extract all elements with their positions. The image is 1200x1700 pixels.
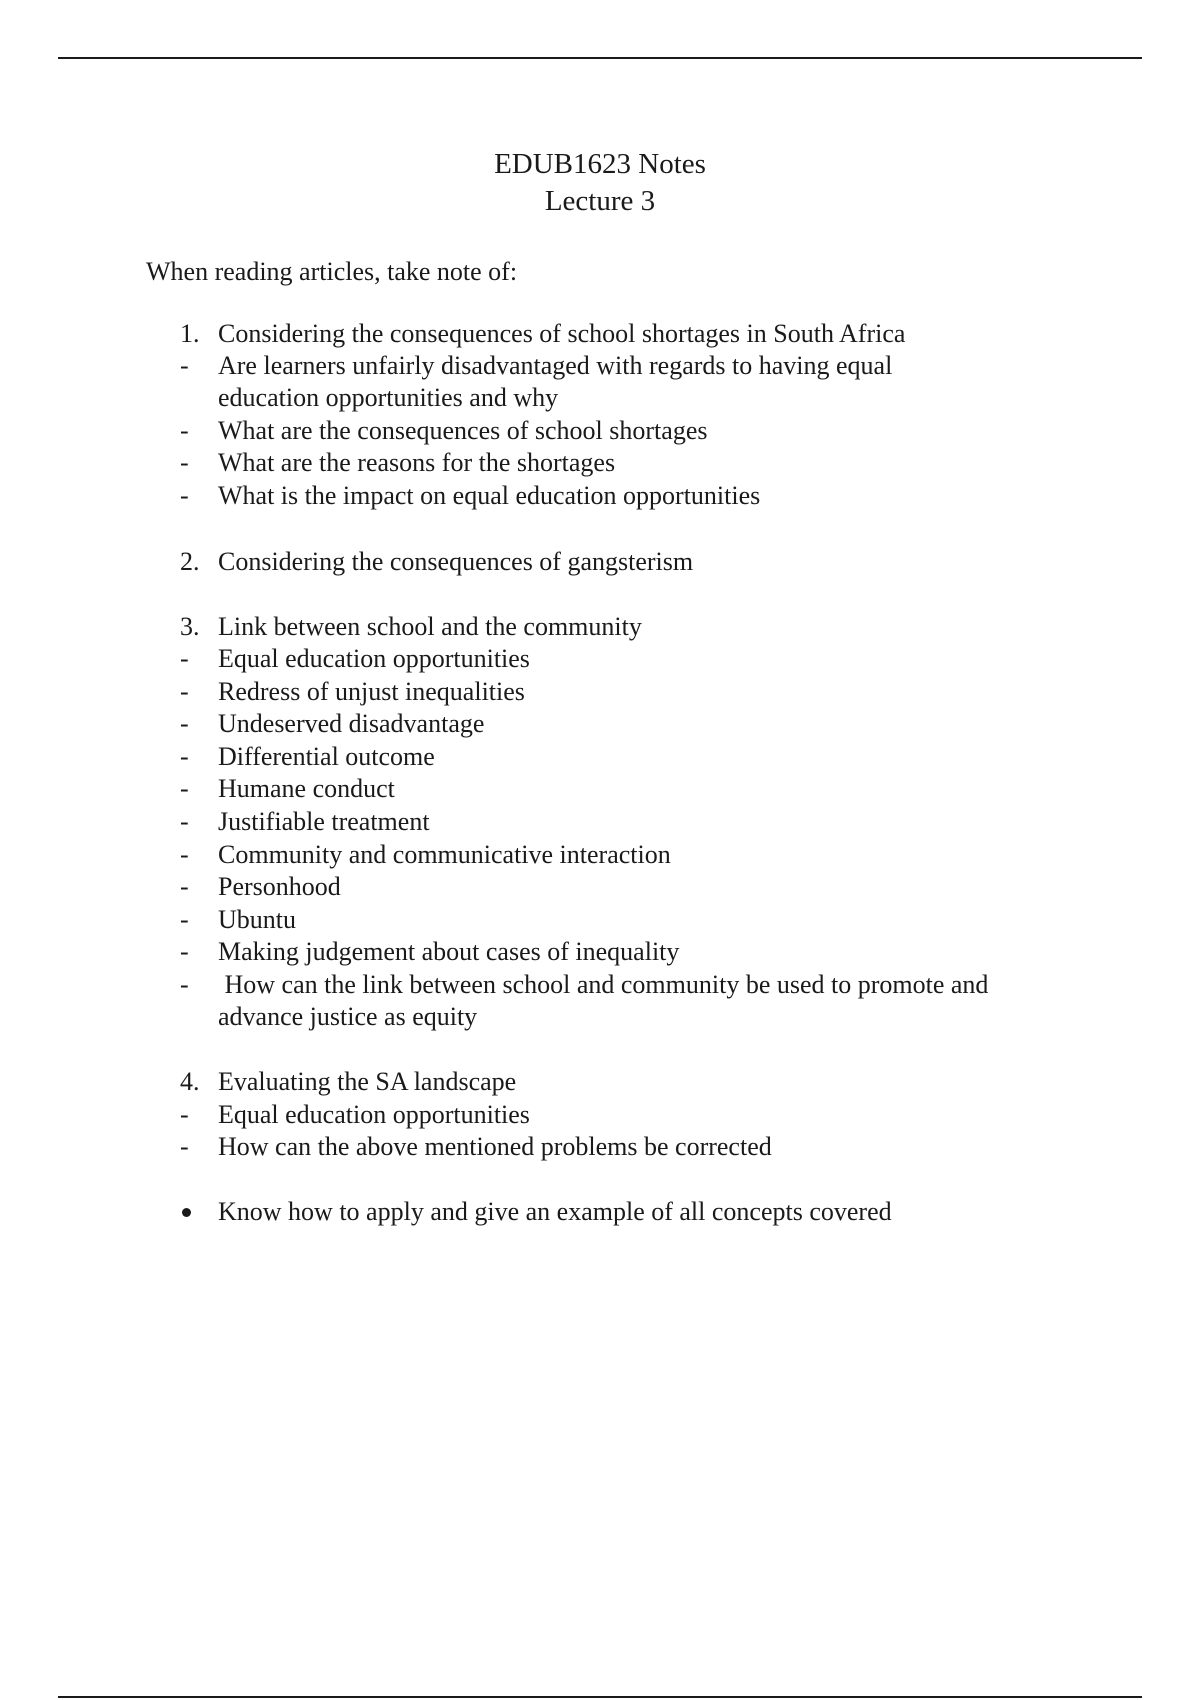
list-item-text: How can the link between school and community be used to promote and <box>218 970 989 999</box>
list-item-text: What are the reasons for the shortages <box>218 448 616 477</box>
list-item-text: Making judgement about cases of inequality <box>218 937 680 966</box>
dash-marker: - <box>180 416 189 445</box>
section-number: 1. <box>180 319 200 348</box>
section-number: 3. <box>180 612 200 641</box>
dash-marker: - <box>180 905 189 934</box>
list-item-text: Undeserved disadvantage <box>218 709 485 738</box>
section-heading-text: Link between school and the community <box>218 612 642 641</box>
dash-marker: - <box>180 937 189 966</box>
final-bullet-text: Know how to apply and give an example of all concepts covered <box>218 1197 892 1226</box>
title-block <box>0 146 1200 220</box>
dash-marker: - <box>180 807 189 836</box>
document-title: EDUB1623 Notes <box>494 148 706 180</box>
section-heading-text: Considering the consequences of gangsterism <box>218 547 694 576</box>
dash-marker: - <box>180 709 189 738</box>
dash-marker: - <box>180 970 189 999</box>
dash-marker: - <box>180 774 189 803</box>
list-item-text: What is the impact on equal education opportunities <box>218 481 761 510</box>
list-item-text: education opportunities and why <box>218 383 559 412</box>
dash-marker: - <box>180 351 189 380</box>
list-item-text: advance justice as equity <box>218 1002 478 1031</box>
section-heading-text: Evaluating the SA landscape <box>218 1067 517 1096</box>
list-item-text: Justifiable treatment <box>218 807 430 836</box>
dash-marker: - <box>180 1132 189 1161</box>
list-item-text: Are learners unfairly disadvantaged with regards to having equal <box>218 351 893 380</box>
list-item-text: Ubuntu <box>218 905 296 934</box>
bottom-rule <box>58 1696 1142 1698</box>
bullet-dot-icon <box>182 1208 191 1217</box>
list-item-text: Equal education opportunities <box>218 644 530 673</box>
list-item-text: Differential outcome <box>218 742 435 771</box>
list-item-text: Humane conduct <box>218 774 395 803</box>
dash-marker: - <box>180 481 189 510</box>
list-item-text: Redress of unjust inequalities <box>218 677 525 706</box>
dash-marker: - <box>180 677 189 706</box>
list-item-text: What are the consequences of school shortages <box>218 416 708 445</box>
intro-text: When reading articles, take note of: <box>146 257 518 286</box>
list-item-text: How can the above mentioned problems be corrected <box>218 1132 772 1161</box>
dash-marker: - <box>180 840 189 869</box>
dash-marker: - <box>180 644 189 673</box>
dash-marker: - <box>180 1100 189 1129</box>
section-number: 4. <box>180 1067 200 1096</box>
dash-marker: - <box>180 742 189 771</box>
top-rule <box>58 57 1142 59</box>
list-item-text: Personhood <box>218 872 341 901</box>
dash-marker: - <box>180 448 189 477</box>
list-item-text: Community and communicative interaction <box>218 840 671 869</box>
list-item-text: Equal education opportunities <box>218 1100 530 1129</box>
document-subtitle: Lecture 3 <box>544 185 656 217</box>
section-number: 2. <box>180 547 200 576</box>
dash-marker: - <box>180 872 189 901</box>
section-heading-text: Considering the consequences of school shortages in South Africa <box>218 319 906 348</box>
